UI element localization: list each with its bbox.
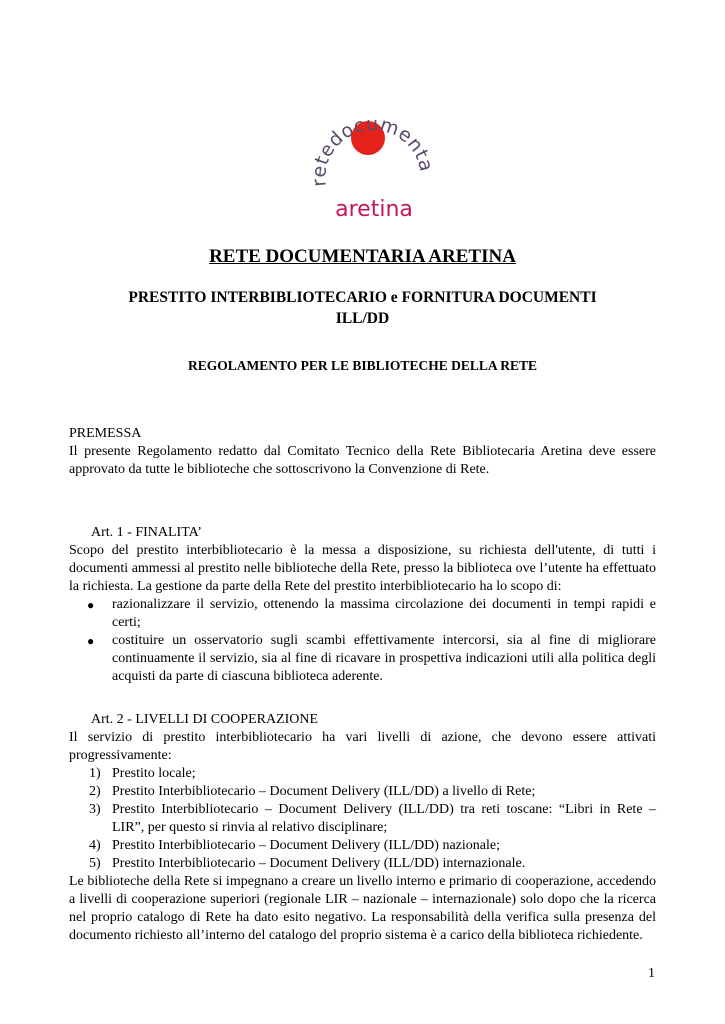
list-item-text: costituire un osservatorio sugli scambi effettivamente intercorsi, sia al fine di migliorare continuamente il servizio, sia al fine di ricavare in prospettiva indicazioni utili alla politica degli acquisti da parte di ciascuna biblioteca aderente. xyxy=(112,633,656,684)
art2-section xyxy=(69,729,656,945)
list-item xyxy=(69,596,656,632)
premessa-text: Il presente Regolamento redatto dal Comitato Tecnico della Rete Bibliotecaria Aretina deve essere approvato da tutte le biblioteche che sottoscrivono la Convenzione di Rete. xyxy=(69,444,656,477)
art1-intro: Scopo del prestito interbibliotecario è la messa a disposizione, su richiesta dell'utente, di tutti i documenti ammessi al prestito nelle biblioteche della Rete, presso la biblioteca ove l’utente ha effettuato la richiesta. La gestione da parte della Rete del prestito interbibliotecario ha lo scopo di: xyxy=(69,543,656,594)
art2-intro: Il servizio di prestito interbibliotecario ha vari livelli di azione, che devono essere attivati progressivamente: xyxy=(69,730,656,763)
logo-graphic xyxy=(296,78,436,228)
list-item-text: razionalizzare il servizio, ottenendo la massima circolazione dei documenti in tempi rapidi e certi; xyxy=(112,597,656,630)
list-item xyxy=(69,632,656,686)
art2-heading: Art. 2 - LIVELLI DI COOPERAZIONE xyxy=(91,712,319,727)
art1-heading: Art. 1 - FINALITA’ xyxy=(91,525,202,540)
list-item xyxy=(69,783,656,801)
list-item-text: Prestito Interbibliotecario – Document Delivery (ILL/DD) nazionale; xyxy=(112,838,500,853)
premessa-heading: PREMESSA xyxy=(69,426,142,441)
list-item xyxy=(69,765,656,783)
list-number: 3) xyxy=(89,802,101,817)
logo-ring-text: retedocumenta xyxy=(308,113,436,188)
bullet-icon: ● xyxy=(87,634,95,648)
document-subtitle xyxy=(0,287,725,329)
regolamento-heading: REGOLAMENTO PER LE BIBLIOTECHE DELLA RETE xyxy=(188,358,537,373)
list-item xyxy=(69,801,656,837)
subtitle-line-1: PRESTITO INTERBIBLIOTECARIO e FORNITURA DOCUMENTI xyxy=(128,289,597,306)
list-item xyxy=(69,855,656,873)
rete-documentaria-logo xyxy=(296,78,436,228)
subtitle-line-2: ILL/DD xyxy=(335,310,390,327)
art2-levels-list xyxy=(69,765,656,873)
premessa-section xyxy=(69,425,656,479)
list-number: 4) xyxy=(89,838,101,853)
list-item xyxy=(69,837,656,855)
list-number: 2) xyxy=(89,784,101,799)
art1-section xyxy=(69,542,656,686)
art1-bullet-list xyxy=(69,596,656,686)
list-number: 5) xyxy=(89,856,101,871)
page-number: 1 xyxy=(648,966,655,981)
document-title: RETE DOCUMENTARIA ARETINA xyxy=(209,246,516,267)
list-item-text: Prestito Interbibliotecario – Document Delivery (ILL/DD) internazionale. xyxy=(112,856,526,871)
list-item-text: Prestito Interbibliotecario – Document Delivery (ILL/DD) tra reti toscane: “Libri in Rete – LIR”, per questo si rinvia al relativo disciplinare; xyxy=(112,802,656,835)
list-number: 1) xyxy=(89,766,101,781)
bullet-icon: ● xyxy=(87,598,95,612)
logo-bottom-text: aretina xyxy=(335,197,413,222)
list-item-text: Prestito locale; xyxy=(112,766,196,781)
list-item-text: Prestito Interbibliotecario – Document Delivery (ILL/DD) a livello di Rete; xyxy=(112,784,536,799)
art2-closing: Le biblioteche della Rete si impegnano a creare un livello interno e primario di cooperazione, accedendo a livelli di cooperazione superiori (regionale LIR – nazionale – internazionale) solo dopo che la ricerca nel proprio catalogo di Rete ha dato esito negativo. La responsabilità della verifica sulla presenza del documento richiesto all’interno del catalogo del proprio sistema è a carico della biblioteca richiedente. xyxy=(69,874,656,943)
